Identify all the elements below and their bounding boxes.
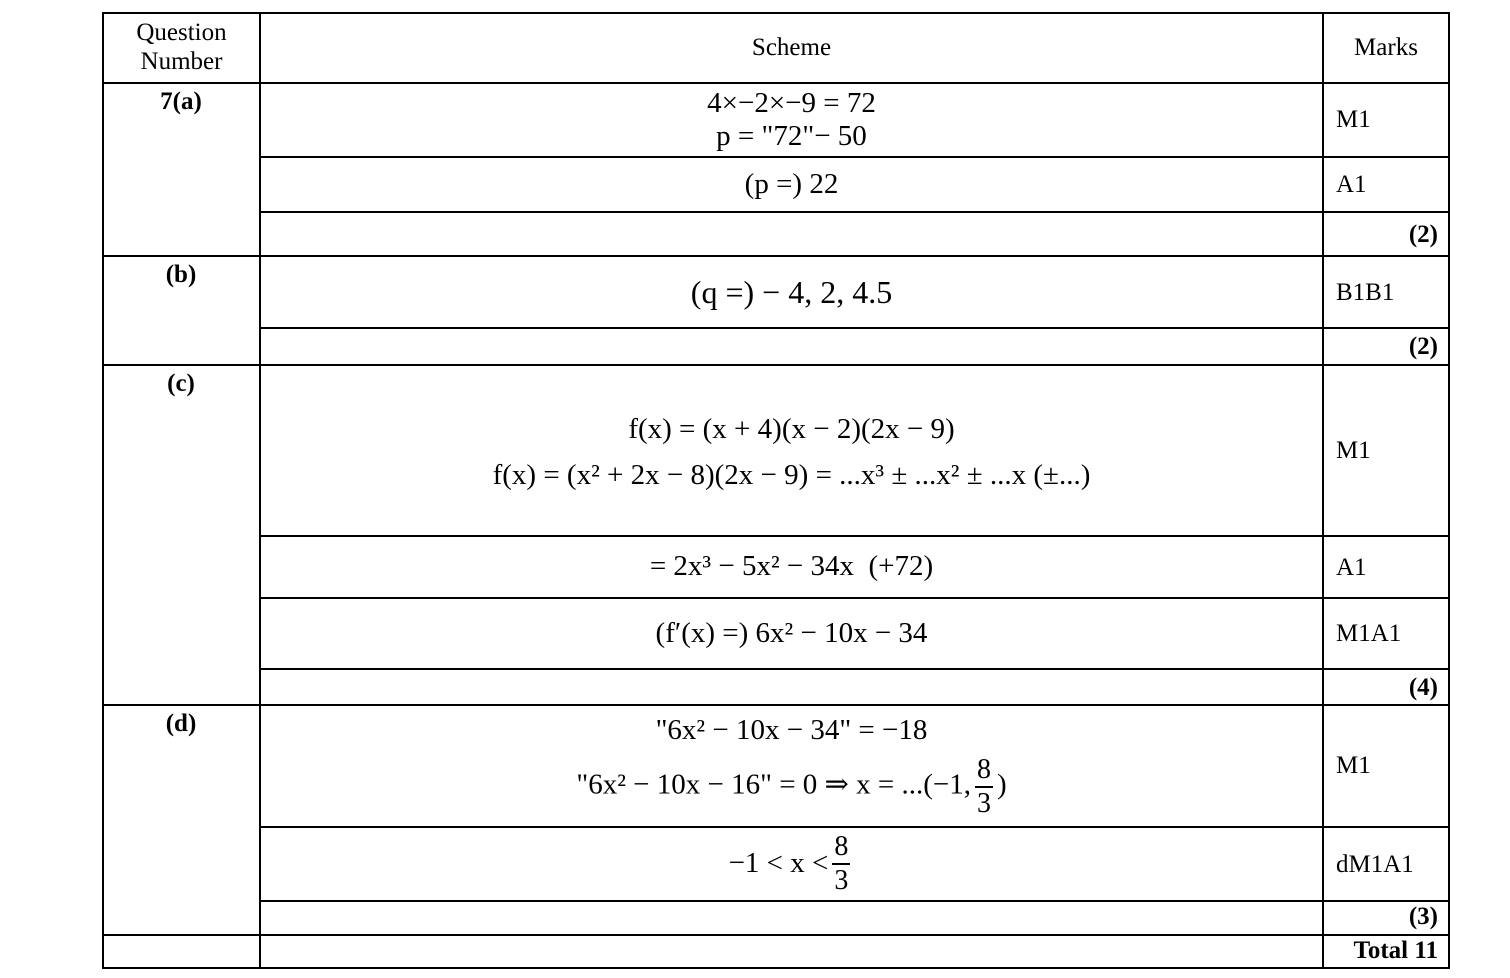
fraction-denominator: 3 bbox=[834, 865, 849, 896]
header-scheme: Scheme bbox=[751, 33, 832, 61]
header-question-number: Question Number bbox=[136, 19, 227, 75]
rule-left bbox=[102, 12, 104, 969]
rule-bottom bbox=[102, 967, 1450, 969]
scheme-line: 4×−2×−9 = 72 bbox=[707, 86, 876, 119]
question-number-7a: 7(a) bbox=[160, 88, 202, 115]
rule-col2 bbox=[1322, 12, 1324, 969]
mark-a-row1: M1 bbox=[1336, 106, 1371, 133]
scheme-a-row2: (p =) 22 bbox=[744, 167, 839, 200]
rule-b1 bbox=[259, 327, 1450, 329]
scheme-line: f(x) = (x² + 2x − 8)(2x − 9) = ...x³ ± ...x² ± ...x (±...) bbox=[492, 458, 1091, 491]
scheme-text: ) bbox=[996, 768, 1007, 801]
scheme-c-row2: = 2x³ − 5x² − 34x (+72) bbox=[649, 550, 934, 583]
subtotal-b: (2) bbox=[1408, 333, 1438, 360]
question-number-d: (d) bbox=[165, 710, 197, 737]
fraction bbox=[832, 833, 850, 895]
rule-c3 bbox=[259, 668, 1450, 670]
mark-b-row1: B1B1 bbox=[1336, 279, 1395, 306]
rule-part-d-bottom bbox=[102, 934, 1450, 936]
rule-a2 bbox=[259, 211, 1450, 213]
scheme-line: "6x² − 10x − 34" = −18 bbox=[655, 714, 928, 747]
fraction-denominator: 3 bbox=[976, 787, 991, 819]
scheme-a-row1 bbox=[261, 84, 1322, 156]
fraction bbox=[975, 753, 993, 819]
rule-part-b-bottom bbox=[102, 364, 1450, 366]
scheme-line: f(x) = (x + 4)(x − 2)(2x − 9) bbox=[628, 413, 955, 446]
mark-c-row3: M1A1 bbox=[1336, 620, 1402, 647]
mark-c-row2: A1 bbox=[1336, 554, 1367, 581]
scheme-c-row1 bbox=[261, 390, 1322, 515]
question-number-c: (c) bbox=[167, 370, 195, 397]
mark-a-row2: A1 bbox=[1336, 171, 1367, 198]
rule-d2 bbox=[259, 900, 1450, 902]
scheme-d-row1 bbox=[261, 706, 1322, 826]
subtotal-d: (3) bbox=[1408, 903, 1438, 930]
scheme-d-row2 bbox=[261, 828, 1322, 900]
header-marks: Marks bbox=[1354, 33, 1418, 61]
fraction-numerator: 8 bbox=[975, 756, 993, 788]
scheme-line: p = "72"− 50 bbox=[716, 120, 867, 152]
scheme-line-with-fraction bbox=[576, 753, 1007, 819]
mark-d-row2: dM1A1 bbox=[1336, 851, 1414, 878]
scheme-c-row3: (f′(x) =) 6x² − 10x − 34 bbox=[655, 616, 928, 649]
question-number-b: (b) bbox=[165, 261, 197, 288]
fraction-numerator: 8 bbox=[832, 833, 850, 865]
scheme-text: "6x² − 10x − 16" = 0 ⇒ x = ...(−1, bbox=[576, 768, 971, 801]
subtotal-a: (2) bbox=[1408, 221, 1438, 248]
scheme-text: −1 < x < bbox=[728, 847, 829, 880]
total-marks: Total 11 bbox=[1353, 937, 1438, 964]
scheme-b-row1: (q =) − 4, 2, 4.5 bbox=[690, 273, 893, 310]
rule-right bbox=[1448, 12, 1450, 969]
mark-d-row1: M1 bbox=[1336, 752, 1371, 779]
mark-scheme-table bbox=[102, 12, 1450, 969]
mark-c-row1: M1 bbox=[1336, 437, 1371, 464]
subtotal-c: (4) bbox=[1408, 674, 1438, 701]
